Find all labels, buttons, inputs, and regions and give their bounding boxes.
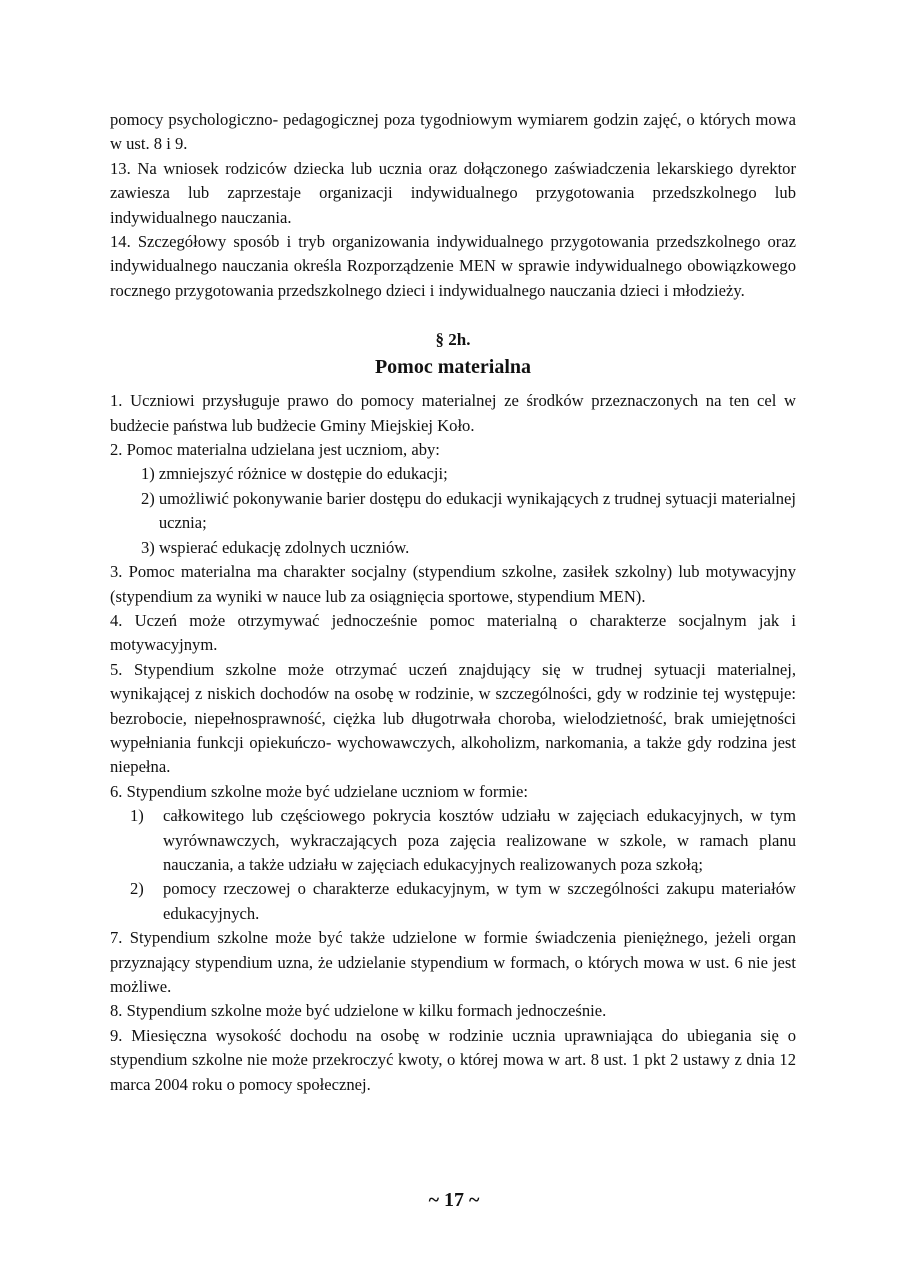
list-item-text: wspierać edukację zdolnych uczniów. — [158, 537, 410, 557]
intro-paragraph-continuation: pomocy psychologiczno- pedagogicznej poza tygodniowym wymiarem godzin zajęć, o których mowa w ust. 8 i 9. — [110, 110, 796, 154]
paragraph-7: 7. Stypendium szkolne może być także udzielone w formie świadczenia pieniężnego, jeżeli organ przyznający stypendium uzna, że udzielanie stypendium w formach, o których mowa w ust. 6 nie jest możliwe. — [110, 928, 796, 996]
paragraph-8: 8. Stypendium szkolne może być udzielone w kilku formach jednocześnie. — [110, 1001, 607, 1021]
page-number: ~ 17 ~ — [428, 1189, 480, 1211]
paragraph-5: 5. Stypendium szkolne może otrzymać uczeń znajdujący się w trudnej sytuacji materialnej, wynikającej z niskich dochodów na osobę w rodzinie, w szczególności, gdy w rodzinie tej występuje: bezrobocie, niepełnosprawność, ciężka lub długotrwała choroba, wielodzietność, brak umiejętności wypełniania funkcji opiekuńczo- wychowawczych, alkoholizm, narkomania, a także gdy rodzina jest niepełna. — [110, 659, 796, 777]
intro-paragraph-14: 14. Szczegółowy sposób i tryb organizowania indywidualnego przygotowania przedszkolnego oraz indywidualnego nauczania określa Rozporządzenie MEN w sprawie indywidualnego obowiązkowego rocznego przygotowania przedszkolnego dzieci i indywidualnego nauczania dzieci i młodzieży. — [110, 232, 796, 300]
list-item-text: całkowitego lub częściowego pokrycia kosztów udziału w zajęciach edukacyjnych, w tym wyrównawczych, wykraczających poza zajęcia realizowane w szkole, w ramach planu nauczania, a także udziału w zajęciach edukacyjnych realizowanych poza szkołą; — [163, 806, 796, 874]
paragraph-6-list — [110, 804, 796, 926]
section-heading — [110, 327, 796, 381]
list-item — [110, 877, 796, 926]
list-item-number: 1) — [130, 806, 144, 826]
paragraph-6: 6. Stypendium szkolne może być udzielane uczniom w formie: — [110, 781, 528, 801]
list-item-text: zmniejszyć różnice w dostępie do edukacji; — [158, 464, 448, 484]
list-item-text: pomocy rzeczowej o charakterze edukacyjnym, w tym w szczególności zakupu materiałów edukacyjnych. — [163, 879, 796, 923]
list-item — [110, 536, 796, 560]
paragraph-9: 9. Miesięczna wysokość dochodu na osobę w rodzinie ucznia uprawniająca do ubiegania się o stypendium szkolne nie może przekroczyć kwoty, o której mowa w art. 8 ust. 1 pkt 2 ustawy z dnia 12 marca 2004 roku o pomocy społecznej. — [110, 1025, 796, 1094]
intro-paragraph-13: 13. Na wniosek rodziców dziecka lub ucznia oraz dołączonego zaświadczenia lekarskiego dyrektor zawiesza lub zaprzestaje organizacji indywidualnego przygotowania przedszkolnego lub indywidualnego nauczania. — [110, 158, 796, 227]
list-item — [110, 487, 796, 536]
list-item — [110, 462, 796, 486]
list-item-text: umożliwić pokonywanie barier dostępu do edukacji wynikających z trudnej sytuacji materialnej ucznia; — [158, 488, 796, 533]
document-page — [110, 108, 796, 1097]
paragraph-4: 4. Uczeń może otrzymywać jednocześnie pomoc materialną o charakterze socjalnym jak i motywacyjnym. — [110, 610, 796, 655]
paragraph-1: 1. Uczniowi przysługuje prawo do pomocy materialnej ze środków przeznaczonych na ten cel w budżecie państwa lub budżecie Gminy Miejskiej Koło. — [110, 391, 796, 435]
paragraph-2-list — [110, 462, 796, 560]
paragraph-2: 2. Pomoc materialna udzielana jest uczniom, aby: — [110, 440, 440, 460]
list-item-number: 1) — [141, 464, 155, 484]
list-item-number: 2) — [141, 488, 155, 508]
list-item-number: 2) — [130, 879, 144, 899]
section-symbol: § 2h. — [435, 330, 471, 350]
list-item-number: 3) — [141, 537, 155, 557]
paragraph-3: 3. Pomoc materialna ma charakter socjalny (stypendium szkolne, zasiłek szkolny) lub motywacyjny (stypendium za wyniki w nauce lub za osiągnięcia sportowe, stypendium MEN). — [110, 562, 796, 606]
list-item — [110, 804, 796, 877]
section-title: Pomoc materialna — [374, 356, 532, 379]
